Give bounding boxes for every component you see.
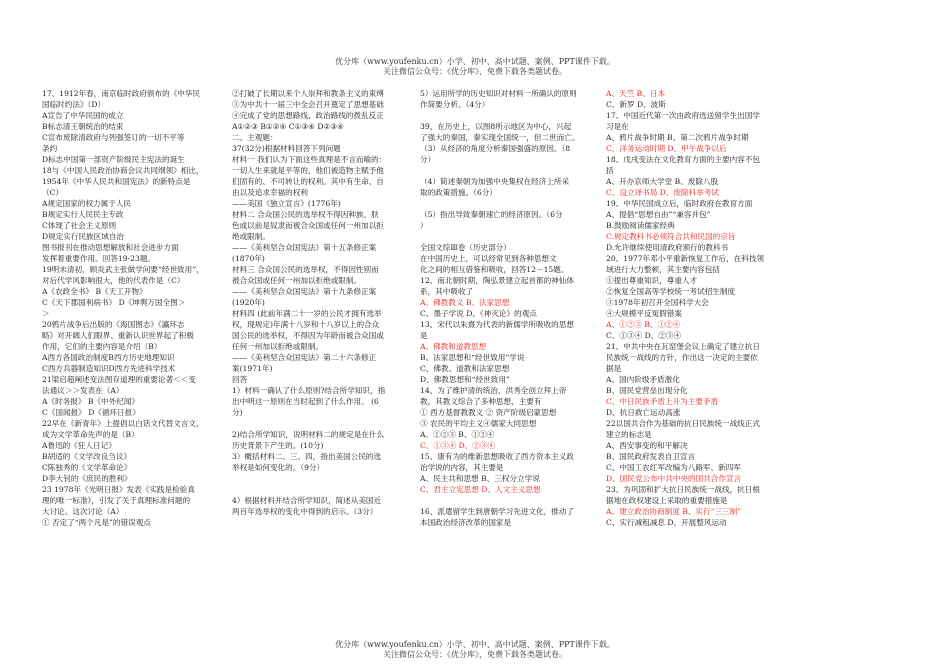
text-line: C《国闻报》 D《循环日报》 [42,408,140,417]
text-line: 系，其中吸收了 [420,287,474,296]
text-line: 们固有的、不可转让的权利。其中有生命、自 [232,177,384,186]
text-line: A宣告了中华民国的成立 [42,111,124,120]
page-footer [0,640,950,660]
text-line: A、①②③ B、①②④ [420,430,495,439]
text-line [420,231,595,242]
text-line: D、国民党公布中共中央的国共合作宣言 [606,474,742,483]
text-line: 20、1977年邓小平重新恢复工作后，在科技领 [606,254,765,263]
text-line: 13、宋代以朱熹为代表的新儒学所吸收的思想 [420,320,574,329]
text-line: 取的政策措施。（6分） [420,188,497,197]
text-line: A、建立政治协商制度 B、实行“三三制” [606,507,742,516]
text-line: 19、中华民国成立后，临时政府在教育方面 [606,199,753,208]
text-line: 法通议＞＞发表在（A） [42,386,124,395]
text-line: C、佛教、道教和法家思想 [420,364,510,373]
text-line: ——《美利坚合众国宪法》第十五条修正案 [232,243,377,252]
text-line: C、洋务运动时期 D、甲午战争以后 [606,144,727,153]
text-line: A、提倡“思想自由”“兼容并包” [606,210,711,219]
text-line: (1920年) [232,298,265,307]
text-line: B胡适的《文学改良刍议》 [42,452,132,461]
text-line: 色或以前是奴隶而被合众国或任何一州加以拒 [232,221,384,230]
text-line: 权，现规定)年满十八岁和十八岁以上的合众 [232,320,380,329]
text-line: A、西安事变的和平解决 [606,441,688,450]
text-line: ③为中共十一届三中全会召开奠定了思想基础 [232,100,384,109]
text-line: 国临时约法》（D） [42,100,106,109]
text-line: 图书报刊在推动思想解放和社会进步方面 [42,243,179,252]
text-line: 17、中国近代第一次由政府选送留学生出国学 [606,111,760,120]
text-line: 材料四 (此前年满二十一岁的公民才拥有选举 [232,309,382,318]
text-line: 治学说的内容，其主要是 [420,463,504,472]
text-line: 材料二 合众国公民的选举权不得因种族、肤 [232,210,379,219]
text-line: 17、1912年春，南京临时政府颁布的《中华民 [42,89,201,98]
text-line: 国公民的选举权，不得因为年龄而被合众国或 [232,331,384,340]
text-line: A、鸦片战争时期 B、第二次鸦片战争时期 [606,133,749,142]
text-line: 在中国历史上，可以经常见到各种思想文 [420,254,557,263]
text-line: C、新罗 D、波斯 [606,100,666,109]
text-line: 39、在历史上，以图8所示地区为中心，兴起 [420,122,572,131]
text-line: 略》对开阔人们眼界、重新认识世界起了积极 [42,331,194,340]
text-line: 14、为了维护清的统治，洪秀全创立拜上帝 [420,386,567,395]
footer-line-2: 关注微信公众号：《优分库》，免费下载各类题试卷。 [383,650,567,659]
text-line: A、①②③ B、①②④ [606,320,681,329]
text-line [232,484,410,495]
text-line: 22早在《新青年》上提倡以白话文代替文言文， [42,419,204,428]
text-line: C西方兵器制造知识D西方先进科学技术 [42,364,176,373]
text-line: C、①③④ D、②③④ [420,441,496,450]
text-line: D规定实行民族区域自治 [42,232,125,241]
text-line: 据地在政权建设上采取的重要措施是 [606,496,728,505]
text-line: 举权是如何变化的。（9分） [232,463,325,472]
text-line: A、民主共和思想 B、三权分立学说 [420,474,540,483]
text-line: ④大规模平反冤假错案 [606,309,682,318]
text-line: 被合众国或任何一州加以拒绝或限制。 [232,276,362,285]
text-line: 建立的标志是 [606,430,652,439]
text-line: 全国文综Ⅲ卷（历史部分） [420,243,511,252]
text-line: 习是在 [606,122,629,131]
text-line [420,495,595,506]
text-line: C《天下郡国利病书》 D《坤舆万国全图＞ [42,298,186,307]
text-line: (1870年) [232,254,265,263]
text-line: A、天竺 B、日本 [606,89,666,98]
column-1 [42,88,222,528]
text-line: B.鼓励阅读儒家经典 [606,221,675,230]
text-line [420,110,595,121]
text-line: ④完成了党的思想路线、政治路线的拨乱反正 [232,111,384,120]
text-line: ③ 农民的平均主义④儒家大同思想 [420,419,537,428]
text-line: ① 否定了“两个凡是”的错误观点 [42,518,151,527]
text-line: 括 [606,166,614,175]
text-line: 2)结合所学知识，说明材料二的规定是在什么 [232,430,385,439]
text-line: 任何一州加以拒绝或限制。 [232,342,324,351]
text-line: 理的唯一标准》，引发了关于真理标准问题的 [42,496,191,505]
text-line: 材料三 合众国公民的选举权，不得因性别而 [232,265,379,274]
column-4 [606,88,781,528]
text-line: 作简要分析。（4分） [420,100,490,109]
text-line: 1954年《中华人民共和国宪法》的新特点是 [42,177,191,186]
text-line: 由以及追求幸福的权利 [232,188,308,197]
text-line: 教，其教义综合了多种思想，主要有 [420,397,542,406]
text-line: A西方各国政治制度B西方历史地理知识 [42,353,175,362]
text-line: 21、中共中央在瓦窑堡会议上确定了建立抗日 [606,342,760,351]
text-line: C、中日民族矛盾上升为主要矛盾 [606,397,719,406]
text-line: C、中国工农红军改编为八路军、新四军 [606,463,741,472]
text-line: C、君主立宪思想 D、人文主义思想 [420,485,541,494]
text-line: 两百年选举权的变化中得到的启示。（3分） [232,507,378,516]
text-line: 据是 [606,364,622,373]
text-line: A、佛教教义 B、法家思想 [420,298,510,307]
text-line: （C） [42,188,63,197]
header-line-1: 优分库（www.youfenku.cn）小学、初中、高中试题、案例、PPT课件下载。 [335,57,615,66]
text-line: C体现了社会主义原则 [42,221,117,230]
text-line: （3）从经济的角度分析秦国强盛的原因。（8 [420,144,571,153]
text-line [420,198,595,209]
text-line: C陈独秀的《文学革命论》 [42,463,132,472]
text-line: 18、戊戌变法在文化教育方面的主要内容不包 [606,155,760,164]
text-line: 37(32分)根据材料回答下列问题 [232,144,341,153]
text-line: C宣布废除清政府与列强签订的一切不平等 [42,133,185,142]
text-line: 出中明这一原则在当时起到了什么作用。 (6 [232,397,379,406]
text-line: B、国民党营垒出现分化 [606,386,688,395]
text-line: 二、主观题： [232,133,278,142]
text-line: 18与《中国人民政治协商会议共同纲领》相比， [42,166,204,175]
text-line: 15、康有为的维新思想吸收了西方资本主义政 [420,452,574,461]
text-line: （5）指出导致秦朝速亡的经济原因。（6分 [420,210,563,219]
text-line: 3）概括材料二、三、四，指出美国公民的选 [232,452,382,461]
header-line-2: 关注微信公众号：《优分库》，免费下载各类题试卷。 [383,67,567,76]
text-line [232,473,410,484]
text-line: A鲁迅的《狂人日记》 [42,441,116,450]
text-line: 案(1971年) [232,364,273,373]
text-line: C、设立译书局 D、废除科举考试 [606,188,720,197]
column-3 [420,88,595,528]
text-line: ②打破了长期以来个人崇拜和教条主义的束缚 [232,89,384,98]
text-line: 民族统一战线的方针，作出这一决定的主要依 [606,353,758,362]
text-line: 绝或限制。 [232,232,270,241]
text-line: 4）根据材料并结合所学知识，简述从美国近 [232,496,382,505]
text-line: 22以国共合作为基础的抗日民族统一战线正式 [606,419,760,428]
text-line: 本国政治经济改革的国家是 [420,518,512,527]
text-line: ——《美利坚合众国宪法》第十九条修正案 [232,287,377,296]
text-line: 域进行大力整顿，其主要内容包括 [606,265,720,274]
text-line: B、国民政府发表自卫宣言 [606,452,696,461]
text-line: 成为文学革命先声的是（B） [42,430,139,439]
text-line: 回答 [232,375,248,384]
text-line: 分） [420,155,436,164]
text-line: 19明末清初，顾炎武主张做学问要“经世致用”， [42,265,204,274]
text-line: D.允许继续使用清政府颁行的教科书 [606,243,729,252]
text-line: D、抗日救亡运动高涨 [606,408,681,417]
text-line: ＞ [42,309,50,318]
text-line: A、开办京师大学堂 B、废除八股 [606,177,719,186]
text-line: B、法家思想和“经世致用”学说 [420,353,525,362]
text-line: （4）简述秦朝为加强中央集权在经济上所采 [420,177,570,186]
text-line: A、佛教和道教思想 [420,342,487,351]
text-line: D标志中国第一部资产阶级民主宪法的诞生 [42,155,185,164]
footer-line-1: 优分库（www.youfenku.cn）小学、初中、高中试题、案例、PPT课件下载。 [335,640,615,649]
text-line: ②恢复全国高等学校统一考试招生制度 [606,287,736,296]
text-line: 了强大的秦国，秦实现全国统一，但二世而亡。 [420,133,580,142]
page-header [0,57,950,77]
text-line: 作用，它们的主要内容是介绍（B） [42,342,162,351]
text-line: B标志清王朝统治的结束 [42,122,124,131]
text-line: 5）运用所学的历史知识对材料一所确认的原则 [420,89,577,98]
text-line: ） [420,221,428,230]
text-line: ——《美利坚合众国宪法》第二十六条修正 [232,353,377,362]
text-line: B规定实行人民民主专政 [42,210,124,219]
text-line: C、墨子学说 D、《神灭论》的观点 [420,309,537,318]
text-line: 23、为巩固和扩大抗日民族统一战线，抗日根 [606,485,760,494]
text-line [232,418,410,429]
text-line [420,165,595,176]
text-line: 21梁启超阐述变法图存道理的重要论著＜＜变 [42,375,196,384]
text-line: 发挥着重要作用。回答19-23题。 [42,254,156,263]
text-line: A①②③ B①②④ C①③④ D②③④ [232,122,344,131]
text-line: 16、派遣留学生到唐朝学习先进文化，推动了 [420,507,574,516]
text-line: 大讨论。这次讨论（A） [42,507,124,516]
text-line: 1）材料一确认了什么原则?结合所学知识，指 [232,386,386,395]
text-line: A、国内阶级矛盾激化 [606,375,680,384]
text-line: C、①③④ D、②③④ [606,331,682,340]
text-line: 对后代学风影响很大，他的代表作是（C） [42,276,185,285]
text-line: ——美国《独立宣言》(1776年) [232,199,341,208]
text-line: A《农政全书》 B《天工开物》 [42,287,147,296]
text-line: 化之间的相互借鉴和吸收，回答12－15题。 [420,265,569,274]
text-line: 条约 [42,144,58,153]
text-line: 材料一 我们认为下面这些真理是不言而喻的： [232,155,387,164]
text-line: 是 [420,331,428,340]
text-line: 历史背景下产生的。(10分) [232,441,324,450]
text-line: D李大钊的《庶民的胜利》 [42,474,132,483]
text-line: ③1978年初召开全国科学大会 [606,298,709,307]
text-line: A规定国家的权力属于人民 [42,199,132,208]
text-line: A《时务报》 B《中外纪闻》 [42,397,140,406]
text-line: C、实行减租减息 D、开展整风运动 [606,518,727,527]
text-line: C.规定教科书必须符合共和民国的宗旨 [606,232,736,241]
text-line: 一切人生来就是平等的，他们被造物主赋予他 [232,166,384,175]
text-line: D、佛教思想和“经世致用” [420,375,510,384]
column-2 [232,88,410,517]
text-line: 20鸦片战争后出版的《海国图志》《瀛环志 [42,320,185,329]
text-line: ①提出尊重知识，尊重人才 [606,276,698,285]
text-line: 分) [232,408,243,417]
text-line: 23 1978年《光明日报》发表《实践是检验真 [42,485,195,494]
text-line: 12、南北朝时期，陶弘景建立起首都的神仙体 [420,276,574,285]
text-line: ① 西方基督教教义 ② 资产阶级启蒙思想 [420,408,557,417]
